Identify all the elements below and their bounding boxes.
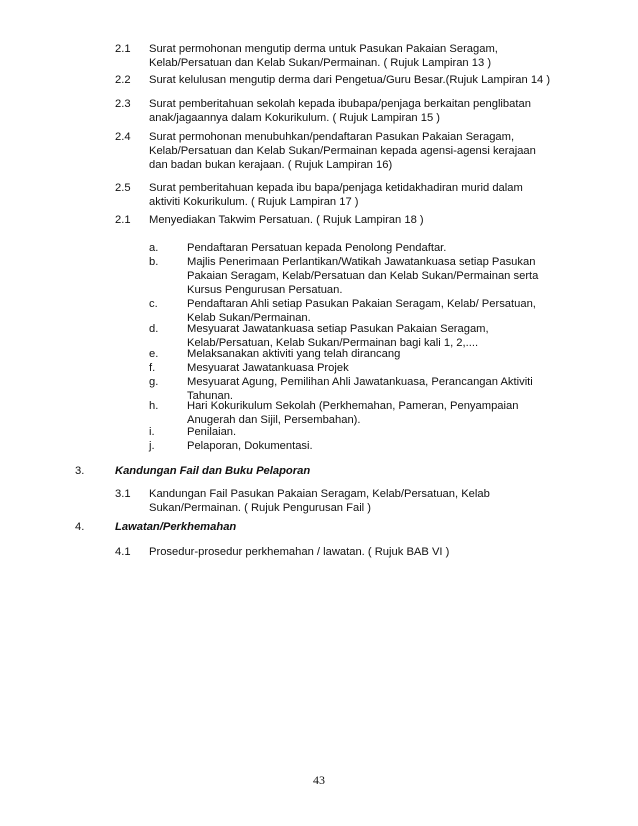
item-number: 2.4 [115,131,131,143]
text-line: Kandungan Fail Pasukan Pakaian Seragam, Kelab/Persatuan, Kelab [149,488,490,500]
text-line: Surat permohonan menubuhkan/pendaftaran Pasukan Pakaian Seragam, [149,131,515,143]
item-text [187,322,562,350]
item-letter: i. [149,426,155,438]
item-text [187,399,562,427]
item-text [149,42,562,70]
section-title: Lawatan/Perkhemahan [115,521,237,533]
item-number: 2.3 [115,98,131,110]
item-text [187,361,562,375]
text-line: Mesyuarat Agung, Pemilihan Ahli Jawatankuasa, Perancangan Aktiviti [187,376,533,388]
item-letter: b. [149,256,159,268]
text-line: Kelab/Persatuan dan Kelab Sukan/Permainan kepada agensi-agensi kerajaan [149,145,536,157]
text-line: Menyediakan Takwim Persatuan. ( Rujuk Lampiran 18 ) [149,214,424,226]
section-number: 4. [75,521,85,533]
text-line: Hari Kokurikulum Sekolah (Perkhemahan, Pameran, Penyampaian [187,400,519,412]
item-letter: d. [149,323,159,335]
text-line: Melaksanakan aktiviti yang telah dirancang [187,348,401,360]
text-line: Surat kelulusan mengutip derma dari Pengetua/Guru Besar.(Rujuk Lampiran 14 ) [149,74,551,86]
section-title: Kandungan Fail dan Buku Pelaporan [115,465,311,477]
text-line: Prosedur-prosedur perkhemahan / lawatan. ( Rujuk BAB VI ) [149,546,450,558]
text-line: dan badan bukan kerajaan. ( Rujuk Lampiran 16) [149,159,393,171]
item-text [149,545,562,559]
text-line: Mesyuarat Jawatankuasa setiap Pasukan Pakaian Seragam, [187,323,489,335]
item-text [187,241,562,255]
text-line: Kursus Pengurusan Persatuan. [187,284,343,296]
item-number: 4.1 [115,546,131,558]
item-letter: h. [149,400,159,412]
item-text [149,97,562,125]
text-line: Kelab Sukan/Permainan. [187,312,311,324]
item-text [187,255,562,297]
text-line: Surat pemberitahuan sekolah kepada ibubapa/penjaga berkaitan penglibatan [149,98,531,110]
item-number: 2.1 [115,214,131,226]
item-text [149,487,562,515]
section-number: 3. [75,465,85,477]
item-text [187,439,562,453]
text-line: Sukan/Permainan. ( Rujuk Pengurusan Fail ) [149,502,371,514]
text-line: Tahunan. [187,390,234,402]
text-line: Majlis Penerimaan Perlantikan/Watikah Jawatankuasa setiap Pasukan [187,256,536,268]
item-letter: c. [149,298,158,310]
item-text [187,425,562,439]
item-letter: e. [149,348,159,360]
text-line: Penilaian. [187,426,237,438]
item-text [187,297,562,325]
item-letter: j. [149,440,155,452]
text-line: anak/jagaannya dalam Kokurikulum. ( Rujuk Lampiran 15 ) [149,112,441,124]
text-line: Pakaian Seragam, Kelab/Persatuan dan Kelab Sukan/Permainan serta [187,270,539,282]
text-line: Mesyuarat Jawatankuasa Projek [187,362,349,374]
item-number: 3.1 [115,488,131,500]
item-text [149,73,562,87]
item-number: 2.1 [115,43,131,55]
item-number: 2.5 [115,182,131,194]
item-letter: a. [149,242,159,254]
text-line: Anugerah dan Sijil, Persembahan). [187,414,361,426]
item-text [149,130,562,172]
text-line: aktiviti Kokurikulum. ( Rujuk Lampiran 17 ) [149,196,359,208]
text-line: Kelab/Persatuan dan Kelab Sukan/Permainan. ( Rujuk Lampiran 13 ) [149,57,492,69]
text-line: Surat permohonan mengutip derma untuk Pasukan Pakaian Seragam, [149,43,498,55]
item-text [187,347,562,361]
text-line: Kelab/Persatuan, Kelab Sukan/Permainan bagi kali 1, 2,.... [187,337,479,349]
item-number: 2.2 [115,74,131,86]
item-text [149,181,562,209]
text-line: Pelaporan, Dokumentasi. [187,440,313,452]
item-letter: g. [149,376,159,388]
text-line: Pendaftaran Persatuan kepada Penolong Pendaftar. [187,242,447,254]
text-line: Pendaftaran Ahli setiap Pasukan Pakaian Seragam, Kelab/ Persatuan, [187,298,536,310]
text-line: Surat pemberitahuan kepada ibu bapa/penjaga ketidakhadiran murid dalam [149,182,523,194]
item-letter: f. [149,362,156,374]
page-number: 43 [313,773,325,787]
item-text [149,213,562,227]
